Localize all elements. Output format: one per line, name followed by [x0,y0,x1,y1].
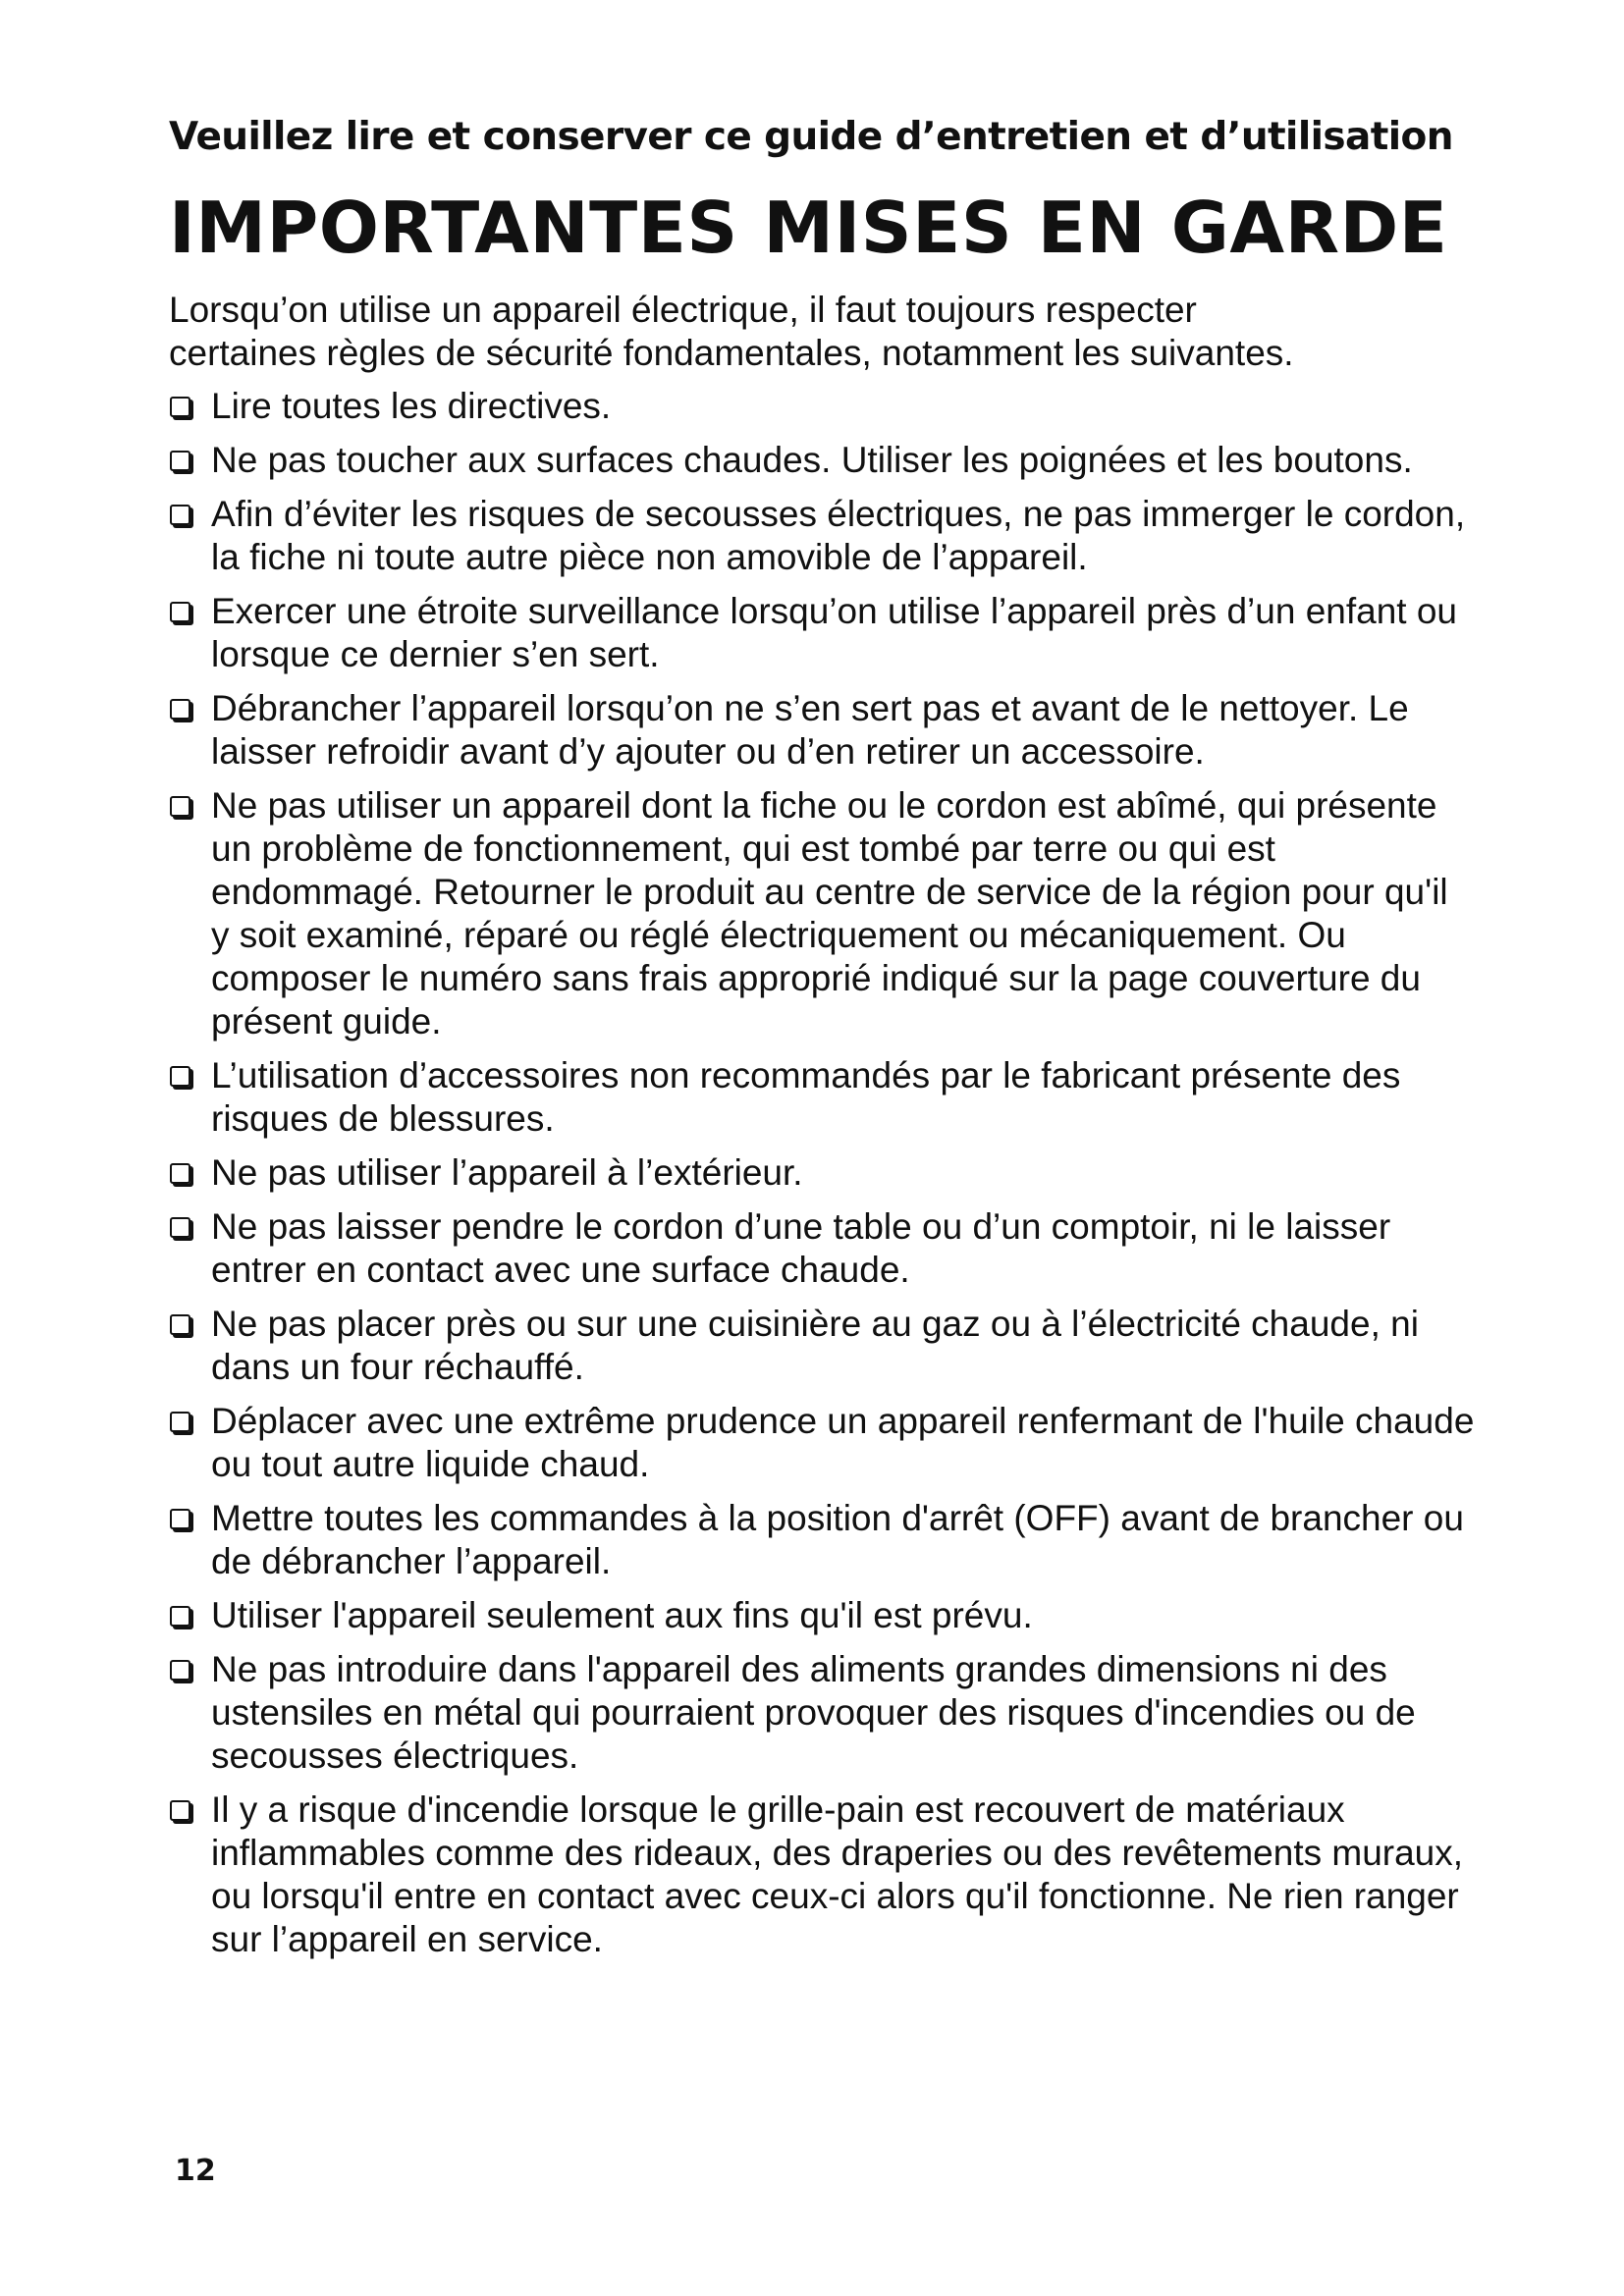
list-item [169,1789,1475,1961]
list-item-text: Ne pas utiliser un appareil dont la fiche ou le cordon est abîmé, qui présente un problème de fonctionnement, qui est tombé par terre ou qui est endommagé. Retourner le produit au centre de service de la région pour qu'il y soit examiné, réparé ou réglé électriquement ou mécaniquement. Ou composer le numéro sans frais approprié indiqué sur la page couverture du présent guide. [211,785,1448,1041]
checkbox-icon [170,1800,190,1821]
checkbox-icon [170,1509,190,1529]
list-item-text: Ne pas placer près ou sur une cuisinière au gaz ou à l’électricité chaude, ni dans un four réchauffé. [211,1304,1419,1387]
list-item [169,1054,1475,1141]
checkbox-icon [170,602,190,622]
checkbox-icon [170,1066,190,1087]
list-item-text: Exercer une étroite surveillance lorsqu’on utilise l’appareil près d’un enfant ou lorsque ce dernier s’en sert. [211,591,1458,674]
list-item-text: Ne pas utiliser l’appareil à l’extérieur. [211,1152,803,1193]
list-item-text: Débrancher l’appareil lorsqu’on ne s’en sert pas et avant de le nettoyer. Le laisser refroidir avant d’y ajouter ou d’en retirer un accessoire. [211,688,1409,772]
list-item-text: Ne pas toucher aux surfaces chaudes. Utiliser les poignées et les boutons. [211,440,1413,480]
document-page [169,110,1475,1972]
checkbox-icon [170,1314,190,1335]
list-item [169,439,1475,482]
list-item-text: Utiliser l'appareil seulement aux fins qu'il est prévu. [211,1595,1033,1635]
safety-list [169,385,1475,1961]
list-item-text: Déplacer avec une extrême prudence un appareil renfermant de l'huile chaude ou tout autre liquide chaud. [211,1401,1475,1484]
list-item [169,1151,1475,1195]
checkbox-icon [170,505,190,525]
list-item-text: Ne pas laisser pendre le cordon d’une table ou d’un comptoir, ni le laisser entrer en contact avec une surface chaude. [211,1206,1391,1290]
checkbox-icon [170,451,190,471]
checkbox-icon [170,1163,190,1184]
list-item [169,687,1475,774]
checkbox-icon [170,796,190,817]
list-item [169,590,1475,676]
checkbox-icon [170,397,190,417]
list-item [169,1303,1475,1389]
list-item [169,1205,1475,1292]
list-item-text: Mettre toutes les commandes à la position d'arrêt (OFF) avant de brancher ou de débrancher l’appareil. [211,1498,1464,1581]
list-item [169,1400,1475,1486]
list-item-text: Ne pas introduire dans l'appareil des aliments grandes dimensions ni des ustensiles en métal qui pourraient provoquer des risques d'incendies ou de secousses électriques. [211,1649,1416,1776]
page-number: 12 [175,2154,216,2188]
list-item [169,1648,1475,1778]
checkbox-icon [170,1217,190,1238]
list-item [169,385,1475,428]
guide-subtitle: Veuillez lire et conserver ce guide d’entretien et d’utilisation [169,115,1453,159]
checkbox-icon [170,1606,190,1627]
list-item [169,493,1475,579]
list-item-text: Lire toutes les directives. [211,386,612,426]
checkbox-icon [170,1660,190,1681]
intro-paragraph [169,289,1475,375]
intro-line-1: Lorsqu’on utilise un appareil électrique, il faut toujours respecter [169,290,1197,330]
list-item-text: Afin d’éviter les risques de secousses électriques, ne pas immerger le cordon, la fiche ni toute autre pièce non amovible de l’appareil. [211,494,1466,577]
checkbox-icon [170,1412,190,1432]
page-title: IMPORTANTES MISES EN GARDE [169,187,1448,269]
list-item [169,1594,1475,1637]
list-item [169,784,1475,1043]
intro-line-2: certaines règles de sécurité fondamentales, notamment les suivantes. [169,333,1294,373]
list-item-text: L’utilisation d’accessoires non recommandés par le fabricant présente des risques de blessures. [211,1055,1401,1139]
list-item [169,1497,1475,1583]
checkbox-icon [170,699,190,720]
list-item-text: Il y a risque d'incendie lorsque le grille-pain est recouvert de matériaux inflammables comme des rideaux, des draperies ou des revêtements muraux, ou lorsqu'il entre en contact avec ceux-ci alors qu'il fonctionne. Ne rien ranger sur l’appareil en service. [211,1789,1464,1959]
